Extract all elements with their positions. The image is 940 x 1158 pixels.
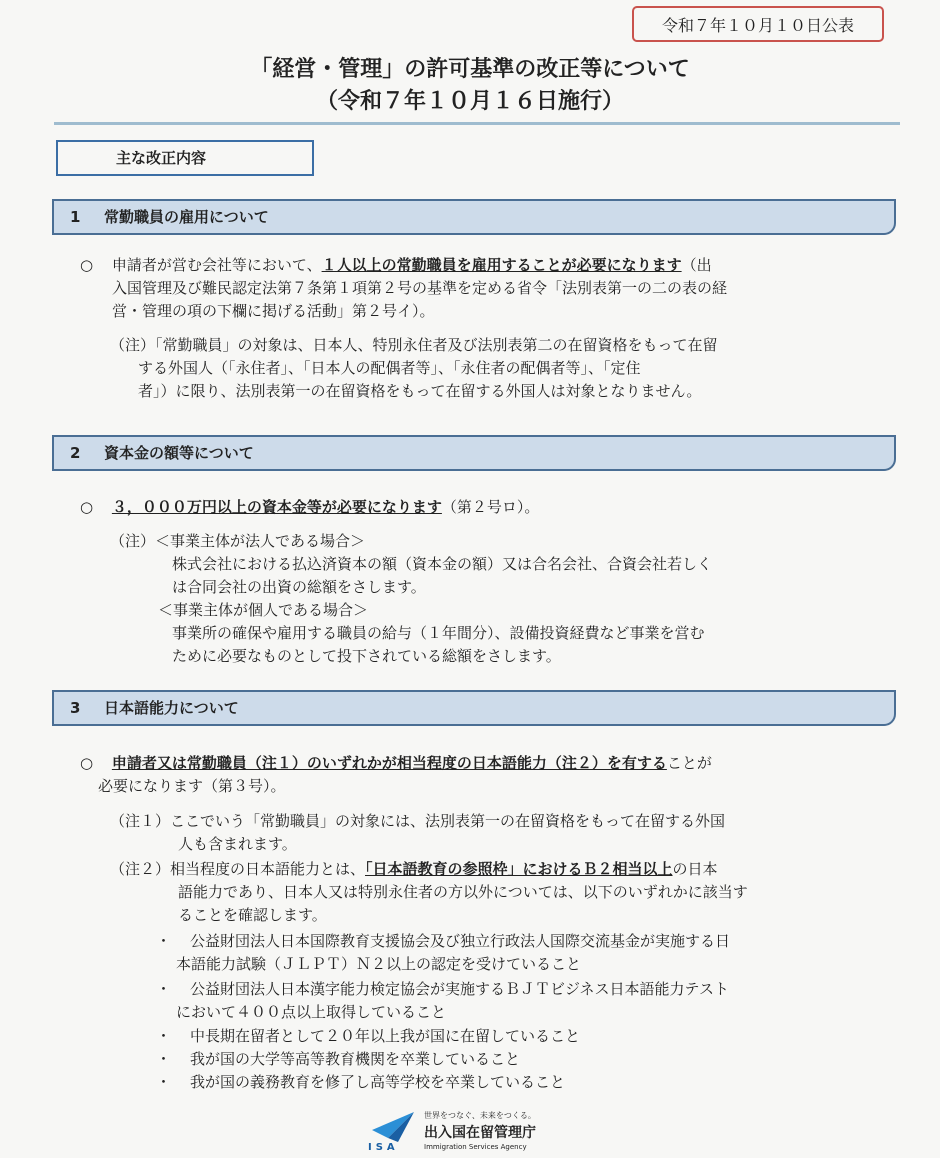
note-text: （注２）相当程度の日本語能力とは、 <box>110 860 366 878</box>
section-3-header <box>52 690 896 726</box>
list-item: 公益財団法人日本漢字能力検定協会が実施するＢＪＴビジネス日本語能力テスト <box>190 980 729 998</box>
bullet-emphasis: 申請者又は常勤職員（注１）のいずれかが相当程度の日本語能力（注２）を有する <box>111 754 667 772</box>
list-item: 我が国の大学等高等教育機関を卒業していること <box>190 1050 521 1068</box>
document-subtitle: （令和７年１０月１６日施行） <box>315 89 624 114</box>
agency-name-en: Immigration Services Agency <box>424 1143 527 1151</box>
section-3-note1: （注１）ここでいう「常勤職員」の対象には、法別表第一の在留資格をもって在留する外国 <box>110 812 726 830</box>
section-2-note: 株式会社における払込済資本の額（資本金の額）又は合名会社、合資会社若しく <box>172 555 713 573</box>
section-2-note: は合同会社の出資の総額をさします。 <box>172 578 426 596</box>
section-1-bullet <box>80 254 900 276</box>
bullet-emphasis: ３，０００万円以上の資本金等が必要になります <box>111 498 442 516</box>
section-3-note2: 語能力であり、日本人又は特別永住者の方以外については、以下のいずれかに該当す <box>178 883 748 901</box>
section-3-bullet-cont: 必要になります（第３号）。 <box>98 777 286 795</box>
publication-date: 令和７年１０月１０日公表 <box>632 6 884 42</box>
section-title: 資本金の額等について <box>104 444 254 462</box>
section-1-header <box>52 199 896 235</box>
list-item-dot: ・ <box>156 1050 172 1068</box>
list-item-dot: ・ <box>156 1027 172 1045</box>
section-2-note: ＜事業主体が個人である場合＞ <box>158 601 369 619</box>
section-2-note: 事業所の確保や雇用する職員の給与（１年間分）、設備投資経費など事業を営む <box>172 624 705 642</box>
section-2-note: （注）＜事業主体が法人である場合＞ <box>110 532 366 550</box>
section-number: 1 <box>70 208 81 226</box>
section-3-note2 <box>110 858 900 880</box>
section-2-note: ために必要なものとして投下されている総額をさします。 <box>172 647 561 665</box>
section-3-note2: ることを確認します。 <box>178 906 327 924</box>
list-item: 中長期在留者として２０年以上我が国に在留していること <box>190 1027 581 1045</box>
section-1-note: （注）「常勤職員」の対象は、日本人、特別永住者及び法別表第二の在留資格をもって在留 <box>110 336 718 354</box>
section-3-note1: 人も含まれます。 <box>178 835 297 853</box>
list-item-dot: ・ <box>156 980 172 998</box>
bullet-emphasis: １人以上の常勤職員を雇用することが必要になります <box>321 256 682 274</box>
section-number: 2 <box>70 444 81 462</box>
section-title: 常勤職員の雇用について <box>104 208 269 226</box>
bullet-text: （第２号ロ）。 <box>441 498 540 516</box>
section-1-note: 者」）に限り、法別表第一の在留資格をもって在留する外国人は対象となりません。 <box>138 382 702 400</box>
section-title: 日本語能力について <box>104 699 239 717</box>
section-number: 3 <box>70 699 81 717</box>
title-divider <box>54 122 900 125</box>
bullet-icon: ○ <box>80 754 94 772</box>
isa-logo-text: ISA <box>368 1142 399 1153</box>
bullet-text: （出 <box>681 256 712 274</box>
bullet-text: ことが <box>666 754 712 772</box>
bullet-icon: ○ <box>80 498 94 516</box>
document-title: 「経営・管理」の許可基準の改正等について <box>250 57 690 82</box>
main-label-box: 主な改正内容 <box>56 140 314 176</box>
section-2-header <box>52 435 896 471</box>
section-1-note: する外国人（「永住者」、「日本人の配偶者等」、「永住者の配偶者等」、「定住 <box>138 359 641 377</box>
section-1-bullet-cont: 営・管理の項の下欄に掲げる活動」第２号イ）。 <box>112 302 435 320</box>
section-2-bullet <box>80 496 539 518</box>
list-item: 我が国の義務教育を修了し高等学校を卒業していること <box>190 1073 566 1091</box>
list-item-dot: ・ <box>156 932 172 950</box>
bullet-text: 申請者が営む会社等において、 <box>111 256 322 274</box>
list-item: において４００点以上取得していること <box>176 1003 447 1021</box>
note-text: の日本 <box>672 860 718 878</box>
list-item: 本語能力試験（ＪＬＰＴ）Ｎ２以上の認定を受けていること <box>176 955 582 973</box>
list-item: 公益財団法人日本国際教育支援協会及び独立行政法人国際交流基金が実施する日 <box>190 932 731 950</box>
section-1-bullet-cont: 入国管理及び難民認定法第７条第１項第２号の基準を定める省令「法別表第一の二の表の経 <box>112 279 728 297</box>
footer-tagline: 世界をつなぐ、未来をつくる。 <box>424 1111 536 1120</box>
bullet-icon: ○ <box>80 256 94 274</box>
list-item-dot: ・ <box>156 1073 172 1091</box>
agency-name: 出入国在留管理庁 <box>424 1125 536 1141</box>
note-emphasis: 「日本語教育の参照枠」におけるＢ２相当以上 <box>365 860 673 878</box>
section-3-bullet <box>80 752 900 774</box>
